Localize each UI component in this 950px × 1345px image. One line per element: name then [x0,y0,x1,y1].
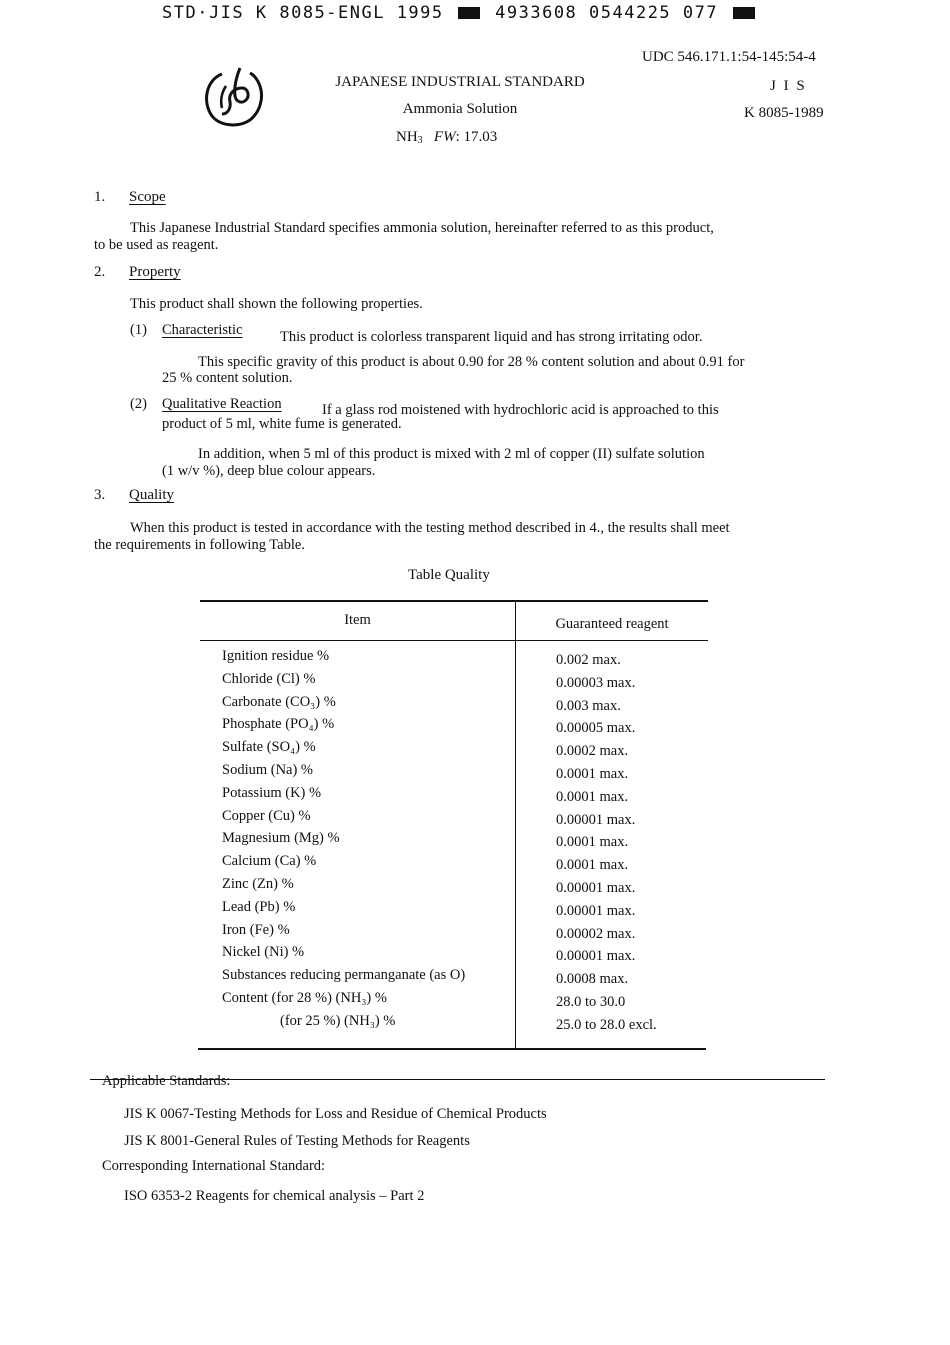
udc-code: UDC 546.171.1:54-145:54-4 [642,49,816,65]
table-cell-item: Content (for 28 %) (NH₃) % [222,990,387,1006]
specific-gravity-text: 25 % content solution. [162,370,293,386]
table-cell-value: 0.00002 max. [556,925,636,942]
item-title-qualitative-reaction: Qualitative Reaction [162,396,282,412]
scope-text: This Japanese Industrial Standard specifies ammonia solution, hereinafter referred to as this product, [130,220,714,236]
table-cell-value: 0.003 max. [556,697,621,714]
table-cell-item: Magnesium (Mg) % [222,830,340,847]
table-cell-value: 25.0 to 28.0 excl. [556,1016,657,1033]
table-cell-item: Sodium (Na) % [222,762,314,778]
table-cell-item: Zinc (Zn) % [222,876,294,892]
table-cell-item: Sulfate (SO₄) % [222,739,316,756]
table-cell-item: Substances reducing permanganate (as O) [222,967,466,984]
applicable-standards-label: Applicable Standards: [102,1073,231,1089]
table-cell-value: 0.0001 max. [556,857,629,874]
table-cell-item: Carbonate (CO₃) % [222,693,336,710]
formula-line [396,129,497,146]
quality-text: the requirements in following Table. [94,537,305,553]
item-number: (2) [130,396,147,412]
table-cell-value: 0.00005 max. [556,720,636,737]
table-cell-value: 0.00001 max. [556,948,636,965]
table-cell-value: 0.0001 max. [556,834,629,851]
table-cell-item: Ignition residue % [222,648,330,664]
table-cell-item: Iron (Fe) % [222,921,290,938]
table-cell-value: 0.00001 max. [556,902,636,919]
table-cell-item: Phosphate (PO₄) % [222,716,335,733]
black-bar-mark [733,7,755,19]
document-code: STD·JIS K 8085-ENGL 1995 [162,3,444,23]
section-number: 3. [94,487,106,503]
fw-value: : 17.03 [455,129,498,145]
quality-text: When this product is tested in accordance with the testing method described in 4., the results shall meet [130,520,730,536]
table-cell-value: 28.0 to 30.0 [556,994,626,1010]
section-title-quality: Quality [129,487,174,503]
table-cell-value: 0.002 max. [556,652,621,668]
table-bottom-rule [198,1048,706,1050]
black-bar-mark [458,7,480,19]
table-top-rule [200,600,708,602]
table-cell-value: 0.00003 max. [556,674,636,691]
table-header-grade: Guaranteed reagent [555,616,669,632]
applicable-standard: JIS K 0067-Testing Methods for Loss and Residue of Chemical Products [124,1106,547,1122]
table-cell-value: 0.0002 max. [556,743,629,760]
specific-gravity-text: This specific gravity of this product is about 0.90 for 28 % content solution and about 0.91 for [198,354,745,370]
formula: $NH_3$ [396,129,423,146]
item-title-characteristic: Characteristic [162,322,243,338]
international-standard-label: Corresponding International Standard: [102,1158,326,1174]
standard-title: JAPANESE INDUSTRIAL STANDARD [335,74,585,90]
section-number: 1. [94,189,106,205]
international-standard: ISO 6353-2 Reagents for chemical analysis – Part 2 [124,1188,425,1204]
characteristic-text: This product is colorless transparent liquid and has strong irritating odor. [280,329,703,345]
table-header-item: Item [344,612,371,628]
table-cell-item: Calcium (Ca) % [222,853,317,870]
table-column-rule [515,600,516,1048]
table-cell-item: Lead (Pb) % [222,898,296,915]
section-title-scope: Scope [129,189,166,205]
standard-number: K 8085-1989 [744,105,824,121]
section-title-property: Property [129,264,181,280]
qualitative-text: product of 5 ml, white fume is generated. [162,416,402,432]
table-caption: Table Quality [408,567,490,583]
table-cell-value: 0.0001 max. [556,788,629,805]
copper-sulfate-text: In addition, when 5 ml of this product is mixed with 2 ml of copper (II) sulfate solution [198,446,705,462]
table-cell-item: Copper (Cu) % [222,807,311,824]
qualitative-text: If a glass rod moistened with hydrochloric acid is approached to this [322,402,719,418]
copper-sulfate-text: (1 w/v %), deep blue colour appears. [162,463,376,479]
table-cell-item: (for 25 %) (NH₃) % [280,1012,396,1029]
fw-label: FW [433,129,456,145]
scope-text: to be used as reagent. [94,237,219,253]
section-number: 2. [94,264,106,280]
jis-logo-icon [200,64,270,132]
jis-label: J I S [770,78,807,94]
table-header-rule [200,640,708,641]
applicable-standard: JIS K 8001-General Rules of Testing Methods for Reagents [124,1133,470,1149]
item-number: (1) [130,322,147,338]
property-intro: This product shall shown the following properties. [130,296,423,312]
table-cell-value: 0.0001 max. [556,766,629,782]
table-cell-item: Nickel (Ni) % [222,944,305,961]
document-code-strip [162,3,758,23]
document-serial: 4933608 0544225 077 [495,3,719,23]
table-cell-value: 0.00001 max. [556,880,636,896]
table-cell-value: 0.0008 max. [556,971,629,988]
table-cell-value: 0.00001 max. [556,811,636,828]
table-cell-item: Potassium (K) % [222,784,322,801]
product-name: Ammonia Solution [402,101,518,117]
table-cell-item: Chloride (Cl) % [222,670,316,687]
